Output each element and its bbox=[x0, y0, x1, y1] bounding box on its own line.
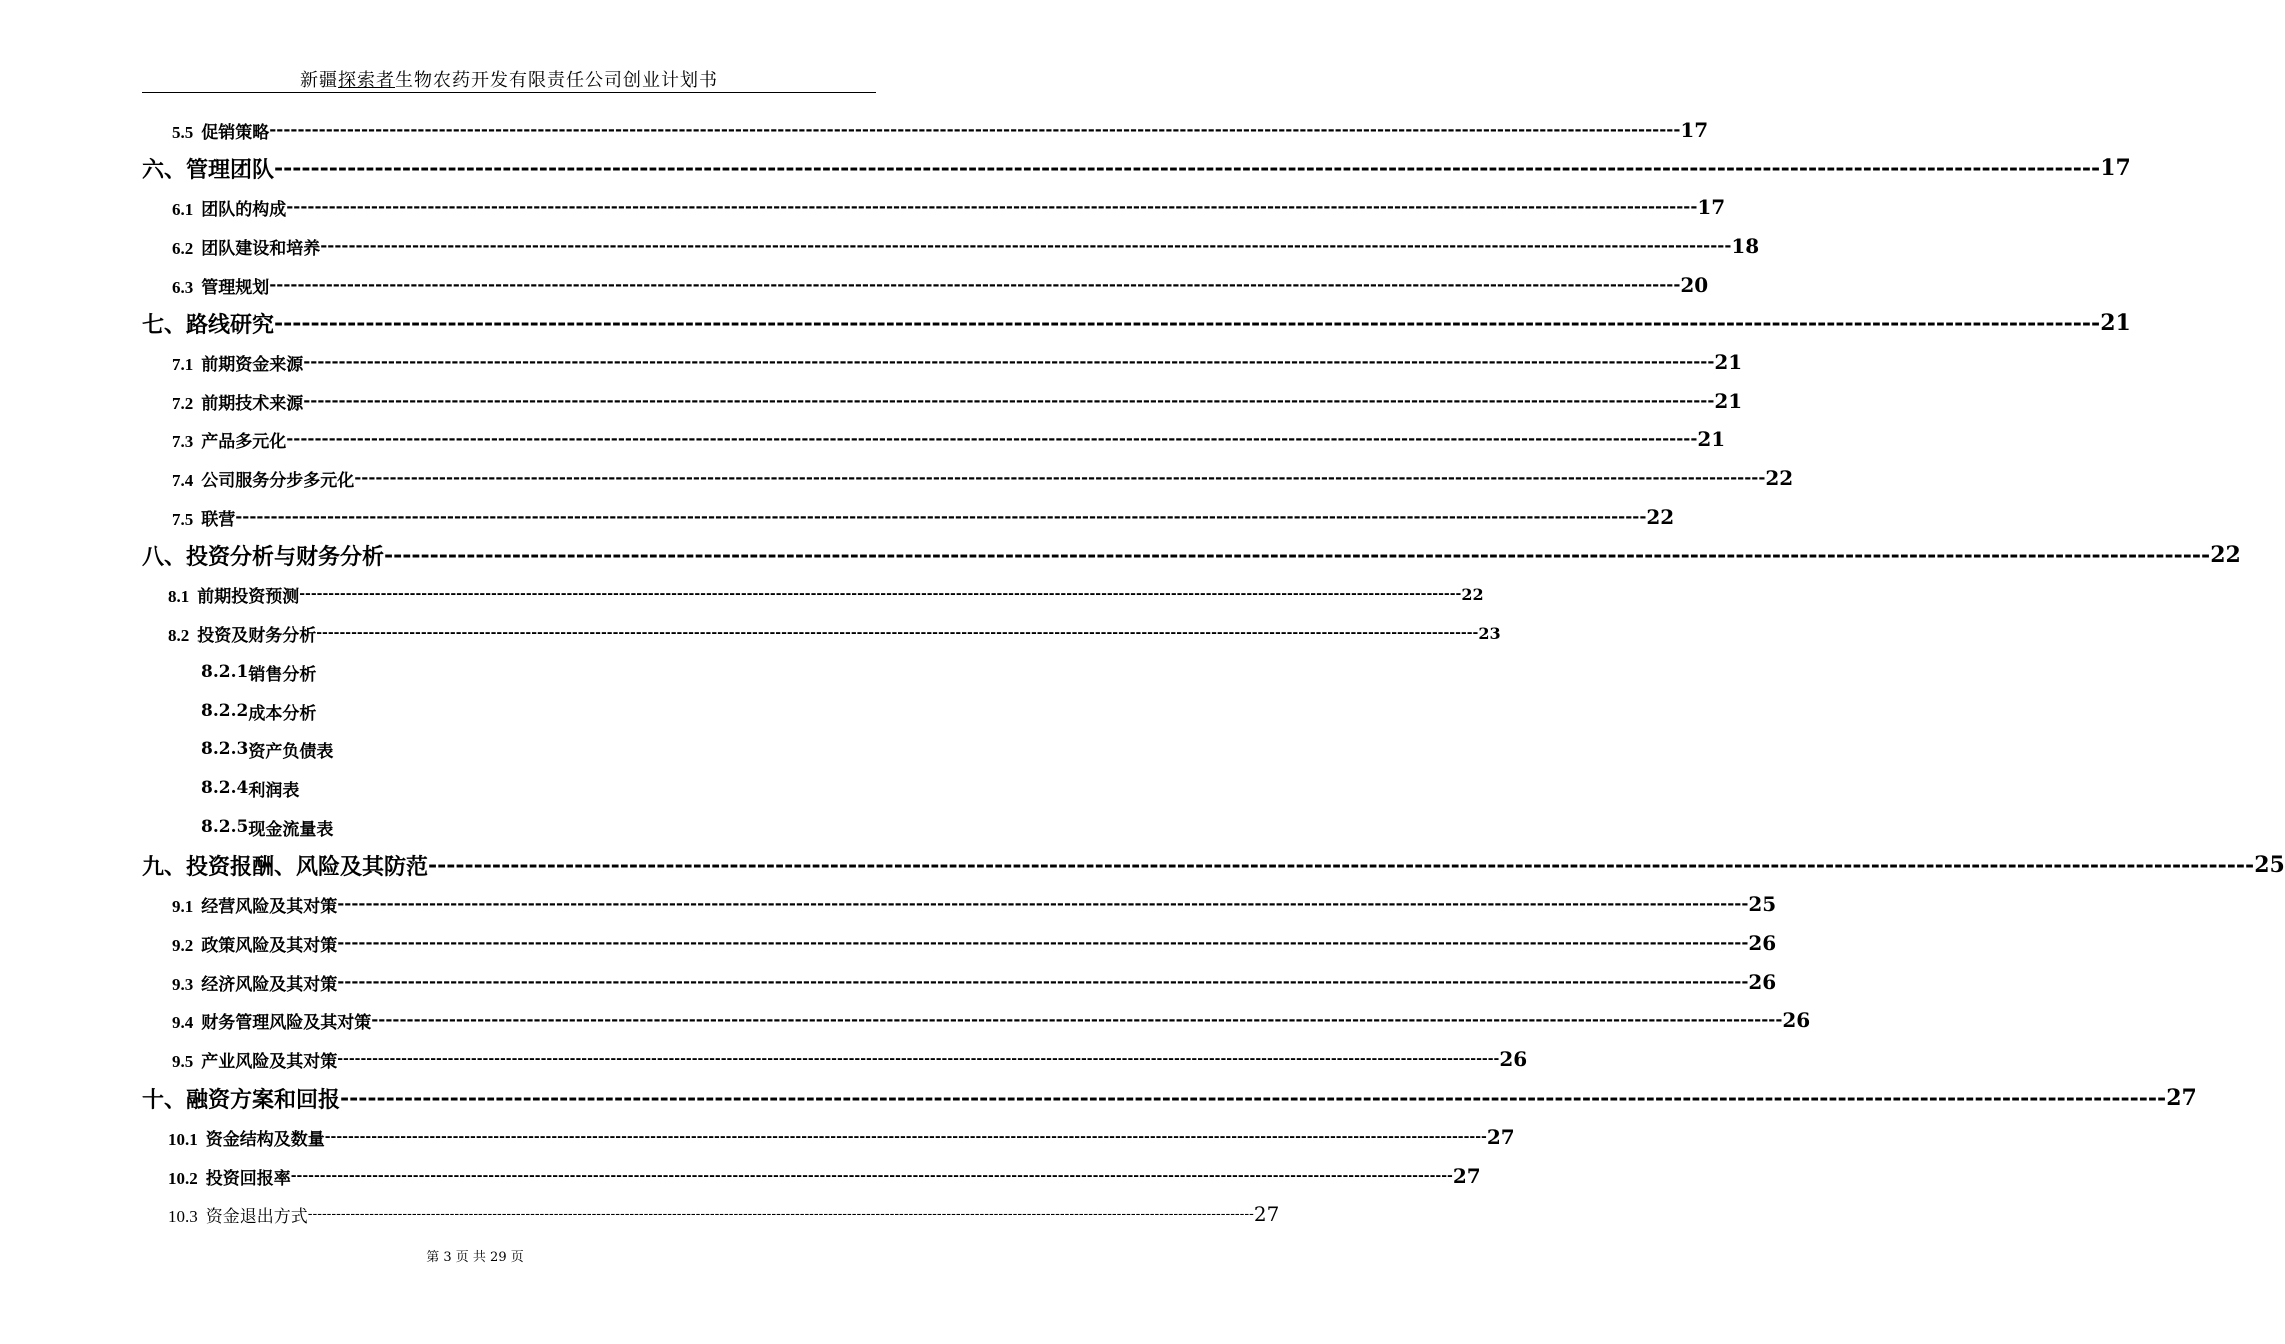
leader-dots: -------------------------------------------------------------------------------------------------------------------------------------------------------------------------------------------------------- bbox=[286, 197, 1698, 217]
toc-page: 22 bbox=[2210, 542, 2241, 568]
toc-page: 21 bbox=[1714, 350, 1743, 374]
toc-subentry[interactable]: 8.2.3 资产负债表 bbox=[201, 739, 334, 762]
toc-page: 17 bbox=[2100, 155, 2131, 181]
toc-page: 22 bbox=[1461, 584, 1484, 604]
leader-dots: -------------------------------------------------------------------------------------------------------------------------------------------------------------------------------------------------------- bbox=[286, 429, 1698, 449]
toc-entry[interactable]: 六、管理团队 -------------------------------------------------------------------------------------------------------------------------------------------------------------------------------------------------------- 17 bbox=[142, 155, 2131, 183]
toc-entry[interactable]: 9.4 财务管理风险及其对策 -------------------------------------------------------------------------------------------------------------------------------------------------------------------------------------------------------- 26 bbox=[0, 1005, 876, 1035]
toc-page: 21 bbox=[1714, 389, 1743, 413]
leader-dots: -------------------------------------------------------------------------------------------------------------------------------------------------------------------------------------------------------- bbox=[354, 468, 1766, 488]
leader-dots: -------------------------------------------------------------------------------------------------------------------------------------------------------------------------------------------------------- bbox=[290, 1168, 1453, 1184]
toc-page: 26 bbox=[1748, 970, 1777, 994]
toc-entry[interactable]: 10.2 投资回报率 -------------------------------------------------------------------------------------------------------------------------------------------------------------------------------------------------------- 27 bbox=[0, 1161, 876, 1191]
toc-page: 20 bbox=[1680, 273, 1709, 297]
toc-page: 18 bbox=[1731, 234, 1760, 258]
toc-page: 17 bbox=[1697, 195, 1726, 219]
toc-entry[interactable]: 9.3 经济风险及其对策 -------------------------------------------------------------------------------------------------------------------------------------------------------------------------------------------------------- 26 bbox=[0, 967, 876, 997]
toc-entry[interactable]: 七、路线研究 -------------------------------------------------------------------------------------------------------------------------------------------------------------------------------------------------------- 21 bbox=[142, 310, 2131, 338]
header-underlined: 探索者 bbox=[338, 70, 395, 91]
toc-entry[interactable]: 7.3 产品多元化 -------------------------------------------------------------------------------------------------------------------------------------------------------------------------------------------------------- 21 bbox=[0, 424, 876, 454]
leader-dots: -------------------------------------------------------------------------------------------------------------------------------------------------------------------------------------------------------- bbox=[337, 972, 1749, 992]
page-header bbox=[142, 66, 876, 93]
leader-dots: -------------------------------------------------------------------------------------------------------------------------------------------------------------------------------------------------------- bbox=[299, 586, 1462, 602]
toc-page: 22 bbox=[1765, 466, 1794, 490]
toc-entry[interactable]: 7.4 公司服务分步多元化 -------------------------------------------------------------------------------------------------------------------------------------------------------------------------------------------------------- 22 bbox=[0, 463, 876, 493]
toc-page: 27 bbox=[2166, 1085, 2197, 1111]
leader-dots: -------------------------------------------------------------------------------------------------------------------------------------------------------------------------------------------------------- bbox=[384, 542, 2211, 568]
leader-dots: -------------------------------------------------------------------------------------------------------------------------------------------------------------------------------------------------------- bbox=[235, 507, 1647, 527]
toc-entry[interactable]: 9.1 经营风险及其对策 -------------------------------------------------------------------------------------------------------------------------------------------------------------------------------------------------------- 25 bbox=[0, 889, 876, 919]
toc-page: 25 bbox=[1748, 892, 1777, 916]
leader-dots: -------------------------------------------------------------------------------------------------------------------------------------------------------------------------------------------------------- bbox=[269, 275, 1681, 295]
leader-dots: -------------------------------------------------------------------------------------------------------------------------------------------------------------------------------------------------------- bbox=[274, 310, 2101, 336]
toc-entry[interactable]: 8.1 前期投资预测 -------------------------------------------------------------------------------------------------------------------------------------------------------------------------------------------------------- 22 bbox=[0, 579, 876, 609]
leader-dots: -------------------------------------------------------------------------------------------------------------------------------------------------------------------------------------------------------- bbox=[371, 1010, 1783, 1030]
toc-subentry[interactable]: 8.2.2 成本分析 bbox=[201, 701, 317, 724]
toc-page: 26 bbox=[1782, 1008, 1811, 1032]
toc-entry[interactable]: 7.1 前期资金来源 -------------------------------------------------------------------------------------------------------------------------------------------------------------------------------------------------------- 21 bbox=[0, 347, 876, 377]
leader-dots: -------------------------------------------------------------------------------------------------------------------------------------------------------------------------------------------------------- bbox=[269, 120, 1681, 140]
toc-page: 27 bbox=[1253, 1202, 1280, 1226]
leader-dots: -------------------------------------------------------------------------------------------------------------------------------------------------------------------------------------------------------- bbox=[324, 1129, 1487, 1145]
toc-page: 27 bbox=[1452, 1164, 1481, 1188]
toc-page: 27 bbox=[1486, 1125, 1515, 1149]
toc-entry[interactable]: 10.1 资金结构及数量 -------------------------------------------------------------------------------------------------------------------------------------------------------------------------------------------------------- 27 bbox=[0, 1122, 876, 1152]
toc-entry[interactable]: 7.5 联营 -------------------------------------------------------------------------------------------------------------------------------------------------------------------------------------------------------- 22 bbox=[0, 502, 876, 532]
toc-entry[interactable]: 5.5 促销策略 -------------------------------------------------------------------------------------------------------------------------------------------------------------------------------------------------------- 17 bbox=[0, 115, 876, 145]
toc-entry[interactable]: 10.3 资金退出方式 -------------------------------------------------------------------------------------------------------------------------------------------------------------------------------------------------------- 27 bbox=[0, 1199, 876, 1229]
leader-dots: -------------------------------------------------------------------------------------------------------------------------------------------------------------------------------------------------------- bbox=[303, 352, 1715, 372]
toc-entry[interactable]: 9.2 政策风险及其对策 -------------------------------------------------------------------------------------------------------------------------------------------------------------------------------------------------------- 26 bbox=[0, 928, 876, 958]
leader-dots: -------------------------------------------------------------------------------------------------------------------------------------------------------------------------------------------------------- bbox=[303, 391, 1715, 411]
leader-dots: -------------------------------------------------------------------------------------------------------------------------------------------------------------------------------------------------------- bbox=[320, 236, 1732, 256]
toc-page: 21 bbox=[2100, 310, 2131, 336]
leader-dots: -------------------------------------------------------------------------------------------------------------------------------------------------------------------------------------------------------- bbox=[428, 852, 2255, 878]
toc-subentry[interactable]: 8.2.1 销售分析 bbox=[201, 662, 317, 685]
toc-entry[interactable]: 6.1 团队的构成 -------------------------------------------------------------------------------------------------------------------------------------------------------------------------------------------------------- 17 bbox=[0, 192, 876, 222]
toc-page: 22 bbox=[1646, 505, 1675, 529]
page-footer: 第 3 页 共 29 页 bbox=[426, 1250, 524, 1265]
toc-page: 21 bbox=[1697, 427, 1726, 451]
leader-dots: -------------------------------------------------------------------------------------------------------------------------------------------------------------------------------------------------------- bbox=[337, 894, 1749, 914]
toc-entry[interactable]: 八、投资分析与财务分析 -------------------------------------------------------------------------------------------------------------------------------------------------------------------------------------------------------- 22 bbox=[142, 542, 2241, 570]
leader-dots: -------------------------------------------------------------------------------------------------------------------------------------------------------------------------------------------------------- bbox=[340, 1085, 2167, 1111]
toc-entry[interactable]: 九、投资报酬、风险及其防范 -------------------------------------------------------------------------------------------------------------------------------------------------------------------------------------------------------- 25 bbox=[142, 852, 2285, 880]
toc-page: 25 bbox=[2254, 852, 2285, 878]
leader-dots: -------------------------------------------------------------------------------------------------------------------------------------------------------------------------------------------------------- bbox=[307, 1206, 1254, 1222]
toc-entry[interactable]: 7.2 前期技术来源 -------------------------------------------------------------------------------------------------------------------------------------------------------------------------------------------------------- 21 bbox=[0, 386, 876, 416]
leader-dots: -------------------------------------------------------------------------------------------------------------------------------------------------------------------------------------------------------- bbox=[337, 1051, 1500, 1067]
leader-dots: -------------------------------------------------------------------------------------------------------------------------------------------------------------------------------------------------------- bbox=[274, 155, 2101, 181]
toc-page: 23 bbox=[1478, 623, 1501, 643]
toc-entry[interactable]: 十、融资方案和回报 -------------------------------------------------------------------------------------------------------------------------------------------------------------------------------------------------------- 27 bbox=[142, 1085, 2197, 1113]
leader-dots: -------------------------------------------------------------------------------------------------------------------------------------------------------------------------------------------------------- bbox=[337, 933, 1749, 953]
header-suffix: 生物农药开发有限责任公司创业计划书 bbox=[395, 70, 718, 91]
toc-subentry[interactable]: 8.2.5 现金流量表 bbox=[201, 817, 334, 840]
toc-entry[interactable]: 6.3 管理规划 -------------------------------------------------------------------------------------------------------------------------------------------------------------------------------------------------------- 20 bbox=[0, 270, 876, 300]
toc-entry[interactable]: 8.2 投资及财务分析 -------------------------------------------------------------------------------------------------------------------------------------------------------------------------------------------------------- 23 bbox=[0, 618, 876, 648]
toc-subentry[interactable]: 8.2.4 利润表 bbox=[201, 778, 300, 801]
header-prefix: 新疆 bbox=[300, 70, 338, 91]
leader-dots: -------------------------------------------------------------------------------------------------------------------------------------------------------------------------------------------------------- bbox=[316, 625, 1479, 641]
toc-page: 26 bbox=[1748, 931, 1777, 955]
toc-entry[interactable]: 9.5 产业风险及其对策 -------------------------------------------------------------------------------------------------------------------------------------------------------------------------------------------------------- 26 bbox=[0, 1044, 876, 1074]
toc-page: 26 bbox=[1499, 1047, 1528, 1071]
toc-entry[interactable]: 6.2 团队建设和培养 -------------------------------------------------------------------------------------------------------------------------------------------------------------------------------------------------------- 18 bbox=[0, 231, 876, 261]
toc-page: 17 bbox=[1680, 118, 1709, 142]
